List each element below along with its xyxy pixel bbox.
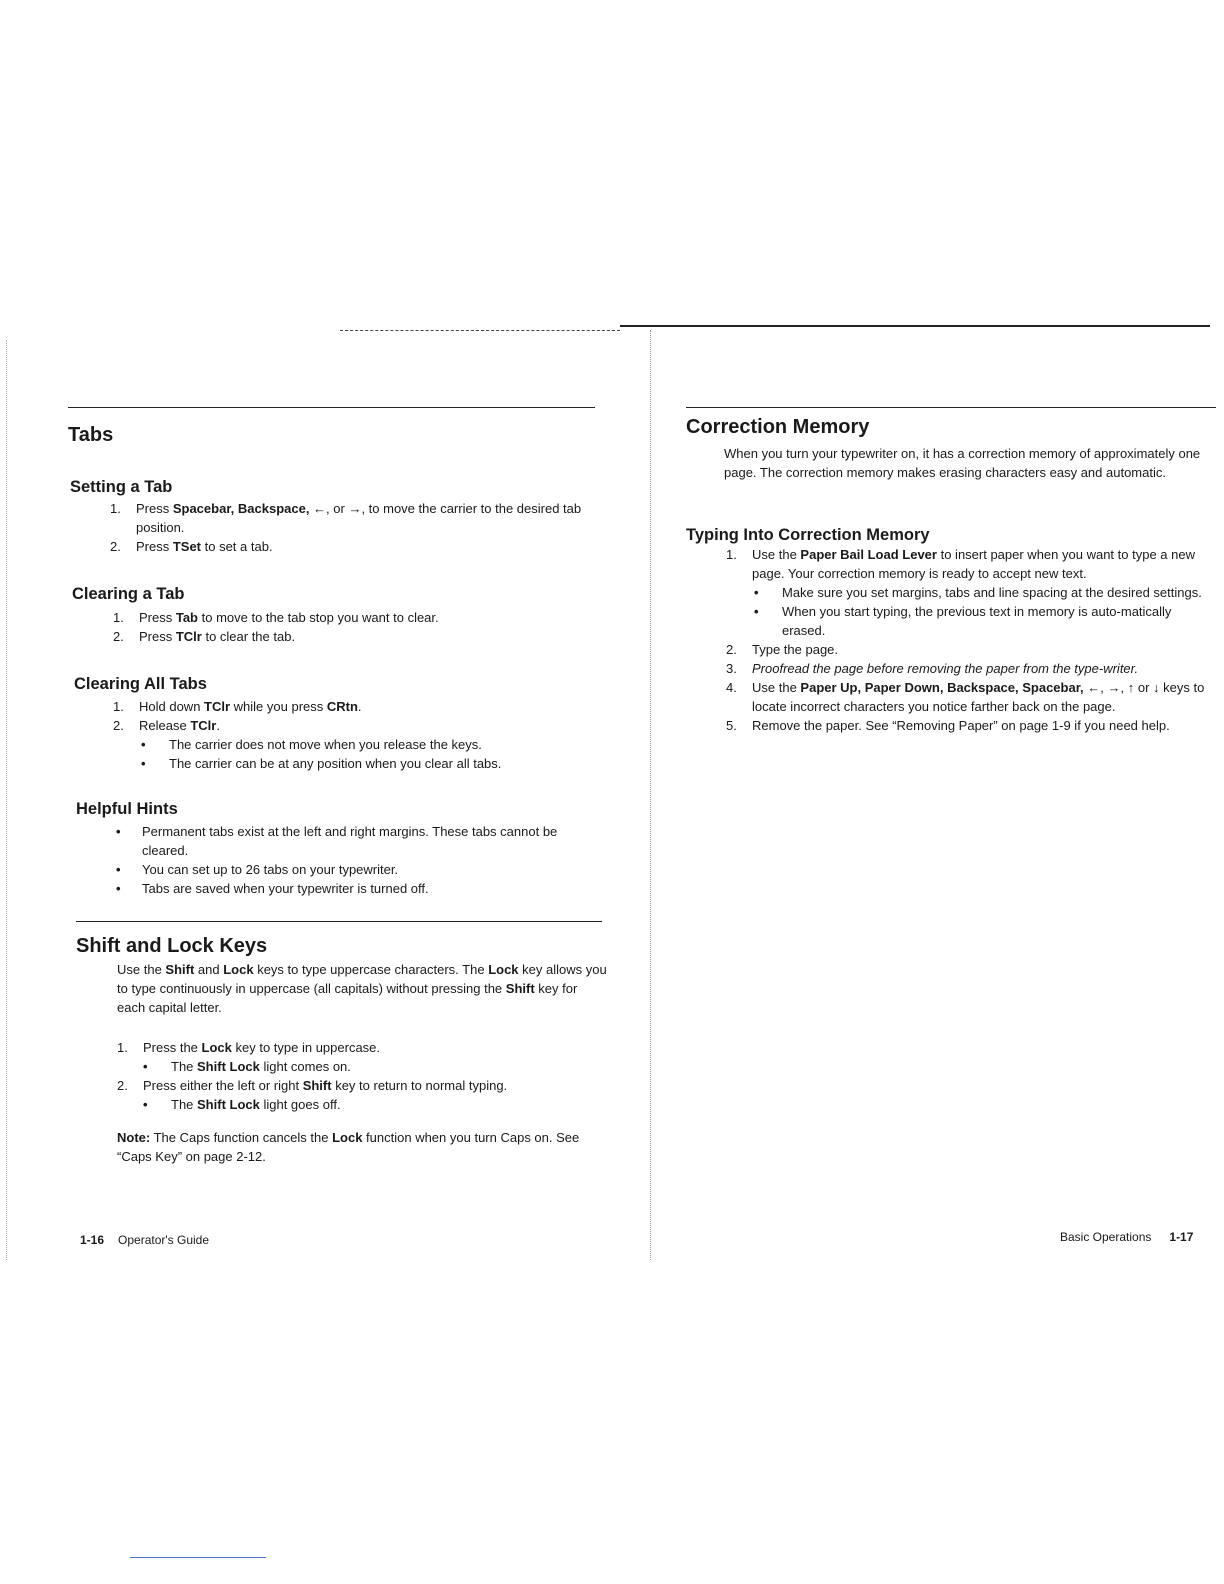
bullet-item: • Permanent tabs exist at the left and right margins. These tabs cannot be cleared. — [116, 824, 558, 858]
list-item: 2. Press TSet to set a tab. — [110, 539, 273, 554]
list-item: 2. Press either the left or right Shift key to return to normal typing. — [117, 1078, 508, 1093]
bullet-item: • The Shift Lock light goes off. — [143, 1097, 341, 1112]
right-page-number: 1-17 — [1169, 1230, 1194, 1244]
list-item: 1. Press the Lock key to type in uppercase. — [117, 1040, 381, 1055]
helpful-hints-list — [116, 822, 586, 898]
clearing-all-heading: Clearing All Tabs — [74, 675, 207, 693]
bullet-icon: • — [141, 737, 146, 752]
bullet-item: • Tabs are saved when your typewriter is turned off. — [116, 881, 429, 896]
bullet-item: • The carrier can be at any position when you clear all tabs. — [141, 756, 502, 771]
bullet-icon: • — [143, 1097, 148, 1112]
bullet-item: • You can set up to 26 tabs on your typewriter. — [116, 862, 399, 877]
list-item: 1. Press Tab to move to the tab stop you want to clear. — [113, 610, 439, 625]
bullet-item: • Make sure you set margins, tabs and line spacing at the desired settings. — [754, 585, 1202, 600]
bullet-icon: • — [754, 604, 759, 619]
setting-tab-list — [110, 499, 590, 556]
bullet-item: • When you start typing, the previous text in memory is auto-matically erased. — [754, 604, 1172, 638]
shift-note: Note: The Caps function cancels the Lock function when you turn Caps on. See “Caps Key” on page 2-12. — [117, 1130, 580, 1164]
bullet-item: • The carrier does not move when you release the keys. — [141, 737, 482, 752]
left-page-number: 1-16 — [80, 1233, 105, 1247]
left-footer — [80, 1233, 209, 1247]
list-item: 1. Hold down TClr while you press CRtn. — [113, 699, 362, 714]
list-item: 1. Use the Paper Bail Load Lever to insert paper when you want to type a new page. Your correction memory is ready to accept new text. — [726, 547, 1195, 581]
bullet-icon: • — [143, 1059, 148, 1074]
setting-tab-heading: Setting a Tab — [70, 478, 173, 496]
bullet-icon: • — [141, 756, 146, 771]
shift-rule — [76, 921, 602, 922]
list-item: 1. Press Spacebar, Backspace, ←, or →, to move the carrier to the desired tab position. — [110, 501, 582, 535]
clearing-tab-list — [113, 608, 593, 646]
tabs-rule — [68, 407, 595, 408]
typing-into-list — [726, 545, 1218, 735]
right-footer — [1060, 1230, 1193, 1244]
list-item: 3. Proofread the page before removing the paper from the type-writer. — [726, 661, 1139, 676]
bullet-icon: • — [116, 881, 121, 896]
list-item: 5. Remove the paper. See “Removing Paper” on page 1-9 if you need help. — [726, 718, 1170, 733]
list-item: 2. Press TClr to clear the tab. — [113, 629, 296, 644]
correction-rule — [686, 407, 1216, 408]
list-item: 4. Use the Paper Up, Paper Down, Backspace, Spacebar, ←, →, ↑ or ↓ keys to locate incorrect characters you notice farther back on the page. — [726, 680, 1205, 714]
shift-lock-list — [117, 1038, 597, 1114]
tabs-heading: Tabs — [68, 424, 114, 446]
bullet-icon: • — [116, 862, 121, 877]
right-page — [640, 0, 1224, 1584]
shift-lock-heading: Shift and Lock Keys — [76, 935, 268, 957]
bullet-icon: • — [116, 824, 121, 839]
bullet-icon: • — [754, 585, 759, 600]
correction-memory-heading: Correction Memory — [686, 416, 870, 438]
list-item: 2. Release TClr. — [113, 718, 220, 733]
helpful-hints-heading: Helpful Hints — [76, 800, 178, 818]
shift-intro: Use the Shift and Lock keys to type uppercase characters. The Lock key allows you to type continuously in uppercase (all capitals) without pressing the Shift key for each capital letter. — [117, 962, 607, 1015]
typing-into-heading: Typing Into Correction Memory — [686, 526, 930, 544]
clearing-tab-heading: Clearing a Tab — [72, 585, 185, 603]
blue-underline — [130, 1557, 266, 1558]
left-footer-title: Operator's Guide — [118, 1233, 210, 1247]
correction-intro: When you turn your typewriter on, it has a correction memory of approximately one page. The correction memory makes erasing characters easy and automatic. — [724, 446, 1201, 480]
right-footer-title: Basic Operations — [1060, 1230, 1152, 1244]
list-item: 2. Type the page. — [726, 642, 839, 657]
clearing-all-list — [113, 697, 593, 773]
bullet-item: • The Shift Lock light comes on. — [143, 1059, 351, 1074]
